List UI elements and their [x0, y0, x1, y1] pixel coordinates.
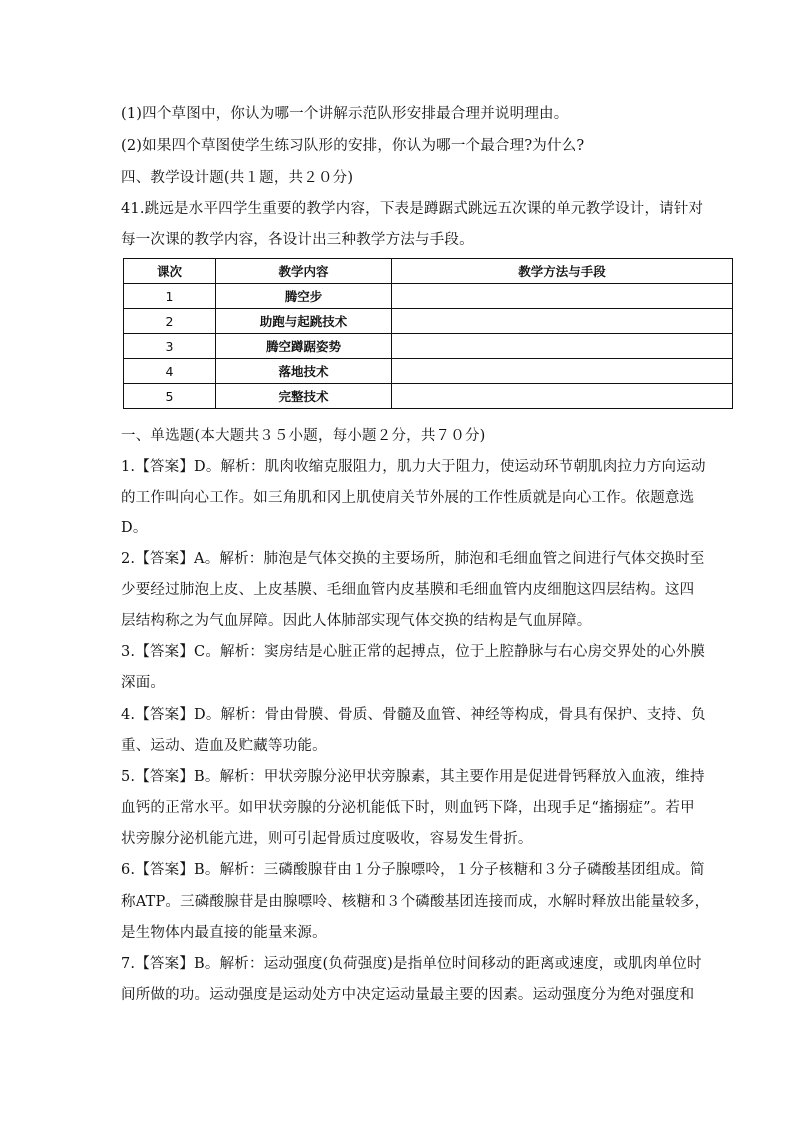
row-content: 完整技术 [216, 384, 392, 409]
table-header-row [124, 259, 733, 284]
row-number: 5 [124, 384, 216, 409]
answer-line: 深面。 [121, 675, 166, 691]
answer-line: 血钙的正常水平。如甲状旁腺的分泌机能低下时，则血钙下降，出现手足“搐搦症”。若甲 [121, 800, 695, 816]
answer-line: 是生物体内最直接的能量来源。 [121, 925, 327, 941]
answer-line: 称ATP。三磷酸腺苷是由腺嘌呤、核糖和３个磷酸基团连接而成，水解时释放出能量较多， [121, 894, 710, 910]
answer-line: 的工作叫向心工作。如三角肌和冈上肌使肩关节外展的工作性质就是向心工作。依题意选 [121, 490, 695, 506]
answer-line: 间所做的功。运动强度是运动处方中决定运动量最主要的因素。运动强度分为绝对强度和 [121, 987, 695, 1003]
question-part-2: (2)如果四个草图使学生练习队形的安排，你认为哪一个最合理?为什么? [121, 138, 585, 154]
answer-line: 层结构称之为气血屏障。因此人体肺部实现气体交换的结构是气血屏障。 [121, 613, 592, 629]
table-row [124, 334, 733, 359]
section-heading-answers: 一、单选题(本大题共３５小题，每小题２分，共７０分) [121, 428, 486, 444]
question-41-line-2: 每一次课的教学内容，各设计出三种教学方法与手段。 [121, 232, 474, 248]
row-method [392, 334, 733, 359]
section-heading-design: 四、教学设计题(共１题，共２０分) [121, 170, 354, 186]
unit-design-table [123, 258, 733, 409]
row-method [392, 384, 733, 409]
row-content: 腾空步 [216, 284, 392, 309]
row-content: 腾空蹲踞姿势 [216, 334, 392, 359]
header-lesson-number: 课次 [124, 259, 216, 284]
table-row [124, 284, 733, 309]
answer-line: 少要经过肺泡上皮、上皮基膜、毛细血管内皮基膜和毛细血管内皮细胞这四层结构。这四 [121, 582, 695, 598]
row-number: 3 [124, 334, 216, 359]
answer-line: D。 [121, 520, 148, 536]
row-number: 1 [124, 284, 216, 309]
answer-line: 重、运动、造血及贮藏等功能。 [121, 738, 327, 754]
answer-line: 6.【答案】B。解析：三磷酸腺苷由１分子腺嘌呤，１分子核糖和３分子磷酸基团组成。简 [121, 862, 705, 878]
row-content: 助跑与起跳技术 [216, 309, 392, 334]
question-41-line-1: 41.跳远是水平四学生重要的教学内容，下表是蹲踞式跳远五次课的单元教学设计，请针对 [121, 201, 704, 217]
answer-line: 7.【答案】B。解析：运动强度(负荷强度)是指单位时间移动的距离或速度，或肌肉单位时 [121, 956, 702, 972]
table-row [124, 359, 733, 384]
row-method [392, 284, 733, 309]
row-method [392, 359, 733, 384]
answer-line: 5.【答案】B。解析：甲状旁腺分泌甲状旁腺素，其主要作用是促进骨钙释放入血液，维持 [121, 769, 705, 785]
answer-line: 4.【答案】D。解析：骨由骨膜、骨质、骨髓及血管、神经等构成，骨具有保护、支持、负 [121, 707, 706, 723]
row-method [392, 309, 733, 334]
question-part-1: (1)四个草图中，你认为哪一个讲解示范队形安排最合理并说明理由。 [121, 106, 569, 122]
row-number: 4 [124, 359, 216, 384]
answer-line: 3.【答案】C。解析：窦房结是心脏正常的起搏点，位于上腔静脉与右心房交界处的心外膜 [121, 644, 706, 660]
header-teaching-method: 教学方法与手段 [392, 259, 733, 284]
table-row [124, 384, 733, 409]
table-row [124, 309, 733, 334]
row-content: 落地技术 [216, 359, 392, 384]
row-number: 2 [124, 309, 216, 334]
header-teaching-content: 教学内容 [216, 259, 392, 284]
answer-line: 1.【答案】D。解析：肌肉收缩克服阻力，肌力大于阻力，使运动环节朝肌肉拉力方向运动 [121, 459, 706, 475]
answer-line: 状旁腺分泌机能亢进，则可引起骨质过度吸收，容易发生骨折。 [121, 831, 533, 847]
answer-line: 2.【答案】A。解析：肺泡是气体交换的主要场所，肺泡和毛细血管之间进行气体交换时至 [121, 551, 705, 567]
